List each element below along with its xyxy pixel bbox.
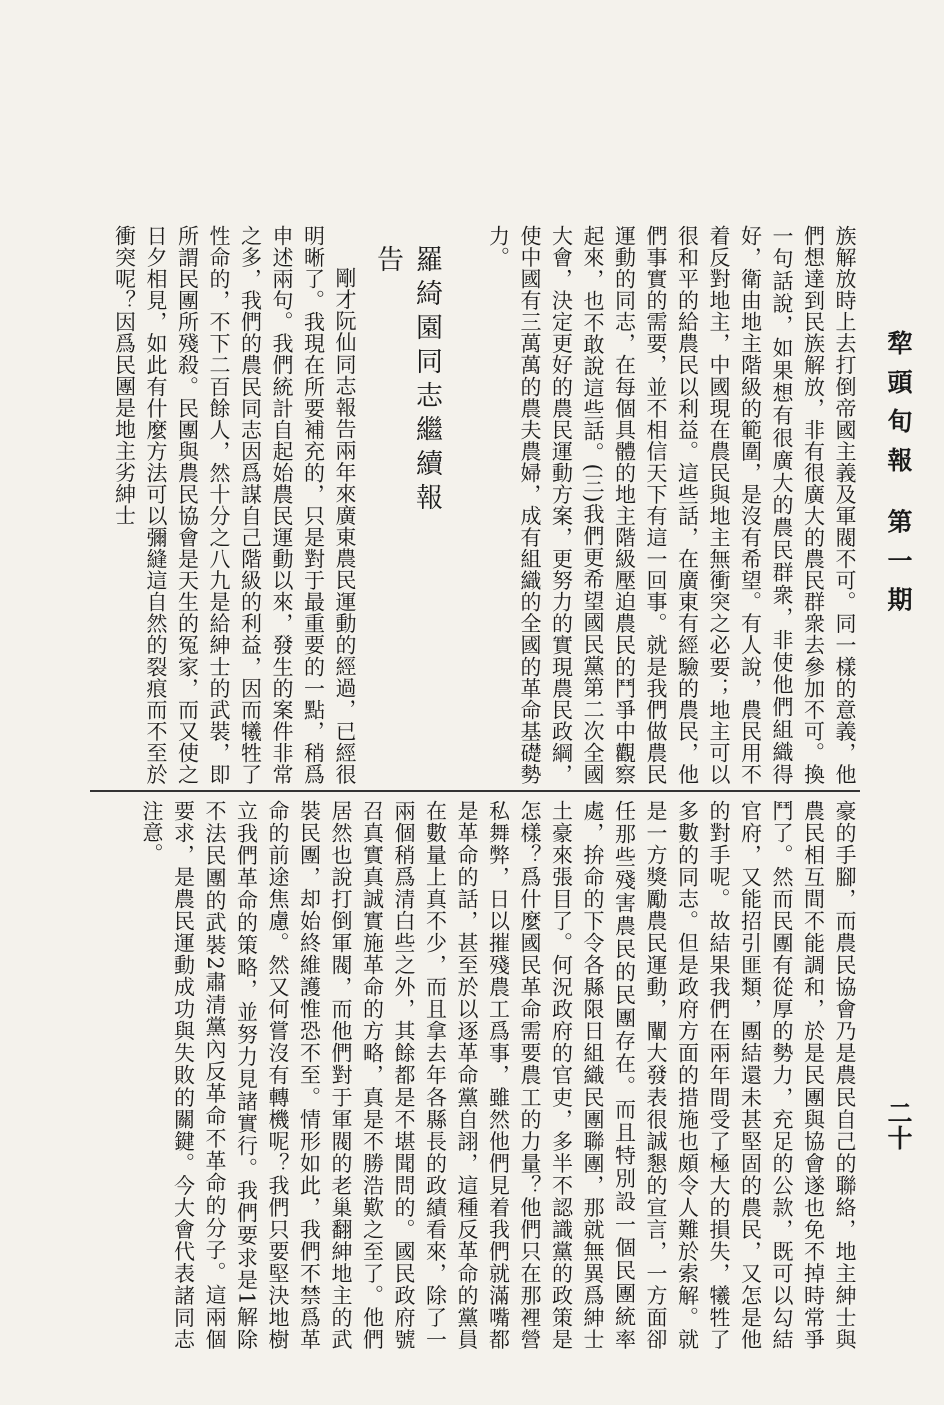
paragraph: 豪的手腳，而農民協會乃是農民自己的聯絡，地主紳士與農民相互間不能調和，於是民團與協會遂也免不掉時常爭鬥了。然而民團有從厚的勢力，充足的公款，既可以勾結官府，又能招引匪類，團結還未甚堅固的農民，又怎是他的對手呢。故結果我們在兩年間受了極大的損失，犧牲了多數的同志。但是政府方面的措施也頗令人難於索解。就是一方獎勵農民運動，闡大發表很誠懇的宣言，一方面卻任那些殘害農民的民團存在。而且特別設一個民團統率處，拚命的下令各縣限日組織民團聯團，那就無異爲紳士土豪來張目了。何況政府的官吏，多半不認識黨的政策是怎樣？爲什麼國民革命需要農工的力量？他們只在那裡營私舞弊，日以摧殘農工爲事，雖然他們見着我們就滿嘴都是革命的話，甚至於以逐革命黨自詡，這種反革命的黨員在數量上真不少，而且拿去年各縣長的政績看來，除了一兩個稍爲清白些之外，其餘都是不堪聞問的。國民政府號召真實真誠實施革命的方略，真是不勝浩歎之至了。他們居然也說打倒軍閥，而他們對于軍閥的老巢翻紳地主的武裝民團，却始終維護惟恐不至。情形如此，我們不禁爲革命的前途焦慮。然又何嘗沒有轉機呢？我們只要堅決地樹立我們革命的策略，並努力見諸實行。我們要求是1解除不法民團的武裝2肅清黨內反革命不革命的分子。這兩個要求，是農民運動成功與失敗的關鍵。今大會代表諸同志注意。 (140, 800, 857, 1350)
article-title: 羅綺園同志繼續報告 (372, 245, 442, 517)
section-divider (90, 790, 860, 792)
upper-right-text (440, 225, 860, 785)
page-number: 二十 (884, 1100, 913, 1150)
upper-left-text (80, 225, 360, 785)
lower-text (80, 800, 860, 1350)
paragraph: 剛才阮仙同志報告兩年來廣東農民運動的經過，已經很明晰了。我現在所要補充的，只是對于最重要的一點，稍爲申述兩句。我們統計自起始農民運動以來，發生的案件非常之多，我們的農民同志因爲謀自己階級的利益，因而犧牲了性命的，不下二百餘人，然十分之八九是給紳士的武裝，即所謂民團所殘殺。民團與農民協會是天生的冤家，而又使之日夕相見，如此有什麼方法可以彌縫這自然的裂痕而不至於衝突呢？因爲民團是地主劣紳士 (112, 225, 357, 785)
paragraph: 族解放時上去打倒帝國主義及軍閥不可。同一樣的意義，他們想達到民族解放，非有很廣大的農民群衆去參加不可。換一句話說，如果想有很廣大的農民群衆，非使他們組織得好，衛由地主階級的範圍，是沒有希望。有人說，農民用不着反對地主，中國現在農民與地主無衝突之必要；地主可以很和平的給農民以利益。這些話，在廣東有經驗的農民，他們事實的需要，並不相信天下有這一回事。就是我們做農民運動的同志，在每個具體的地主階級壓迫農民的鬥爭中觀察起來，也不敢說這些話。(三)我們更希望國民黨第二次全國大會，決定更好的農民運動方案，更努力的實現農民政綱，使中國有三萬萬的農夫農婦，成有組織的全國的革命基礎勢力。 (486, 225, 857, 785)
running-header: 犂頭旬報 第一期 (884, 330, 913, 626)
